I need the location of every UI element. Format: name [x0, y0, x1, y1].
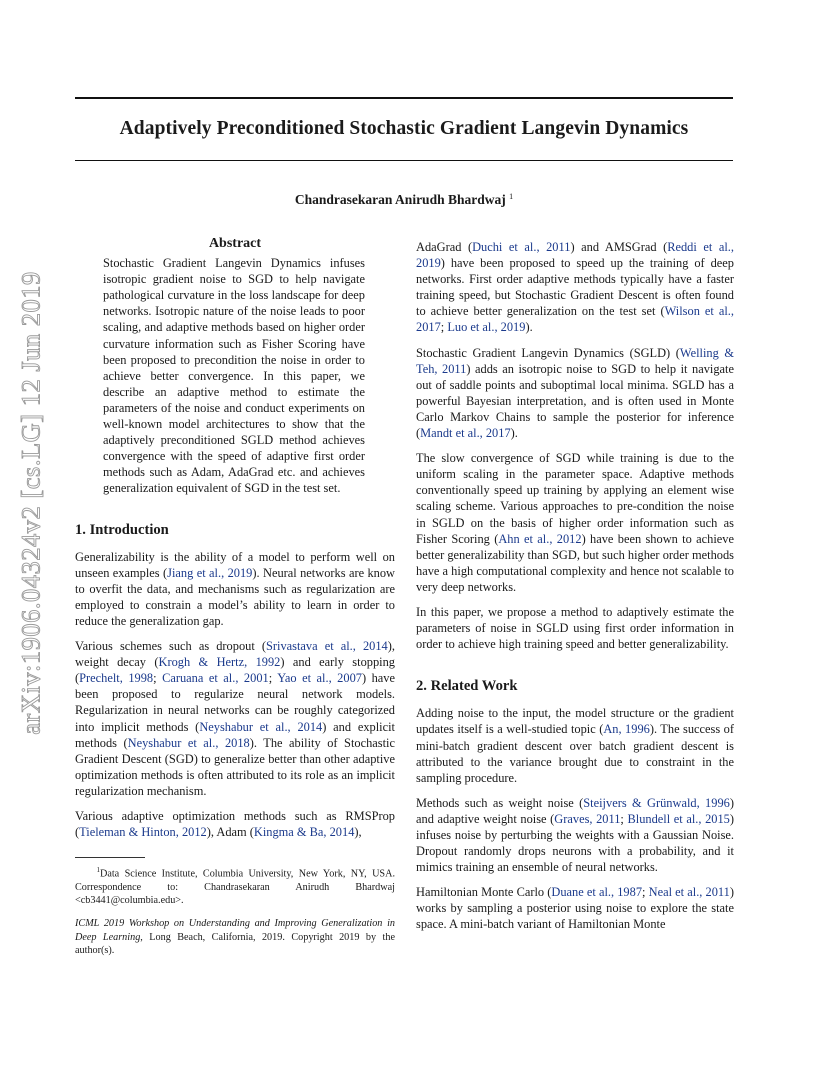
intro-paragraph-7: In this paper, we propose a method to adaptively estimate the parameters of noise in SGLD using first order information in order to achieve high training speed and better generalizability.: [416, 604, 734, 652]
related-work-heading: 2. Related Work: [416, 678, 518, 695]
footnote-separator: [75, 857, 145, 858]
intro-paragraph-4: AdaGrad (Duchi et al., 2011) and AMSGrad (Reddi et al., 2019) have been proposed to speed up the training of deep networks. First order adaptive methods typically have a faster training speed, but Stochastic Gradient Descent is often found to achieve better generalization on the test set (Wilson et al., 2017; Luo et al., 2019).: [416, 240, 734, 335]
intro-paragraph-6: The slow convergence of SGD while training is due to the uniform scaling in the parameter space. Adaptive methods conventionally speed up training by applying an element wise scaling scheme. Various approaches to pre-condition the noise in SGLD on the basis of higher order information such as Fisher Scoring (Ahn et al., 2012) have been shown to achieve better generalizability than SGD, but such higher order methods have a high computational complexity and hence not scalable to very deep networks.: [416, 451, 734, 594]
citation-link[interactable]: Luo et al., 2019: [447, 320, 526, 335]
citation-link[interactable]: Kingma & Ba, 2014: [253, 825, 355, 840]
arxiv-watermark: [15, 263, 46, 743]
citation-link[interactable]: Ahn et al., 2012: [498, 531, 582, 546]
citation-link[interactable]: Reddi et al., 2019: [416, 240, 734, 271]
citation-link[interactable]: Mandt et al., 2017: [420, 426, 511, 441]
citation-link[interactable]: Blundell et al., 2015: [627, 811, 730, 826]
arxiv-id: arXiv:1906.04324v2 [cs.LG] 12 Jun 2019: [15, 271, 46, 735]
related-paragraph-3: Hamiltonian Monte Carlo (Duane et al., 1987; Neal et al., 2011) works by sampling a posterior using noise to explore the state space. A mini-batch variant of Hamiltonian Monte: [416, 885, 734, 932]
intro-heading: 1. Introduction: [75, 521, 169, 538]
citation-link[interactable]: Neyshabur et al., 2014: [199, 719, 323, 734]
intro-paragraph-1: Generalizability is the ability of a model to perform well on unseen examples (Jiang et al., 2019). Neural networks are know to overfit the data, and mechanisms such as regularization are employed to constrain a model’s ability to learn in order to reduce the generalization gap.: [75, 549, 395, 628]
intro-paragraph-5: Stochastic Gradient Langevin Dynamics (SGLD) (Welling & Teh, 2011) adds an isotropic noise to SGD to help it navigate out of saddle points and suboptimal local minima. SGLD has a powerful Bayesian interpretation, and is often used in Monte Carlo Markov Chains to sample the posterior for inference (Mandt et al., 2017).: [416, 345, 734, 441]
citation-link[interactable]: Wilson et al., 2017: [416, 304, 734, 335]
citation-link[interactable]: An, 1996: [603, 722, 650, 737]
left-column: [75, 236, 395, 957]
footnote-affiliation: $^1$Data Science Institute, Columbia University, New York, NY, USA. Correspondence to: Chandrasekaran Anirudh Bhardwaj <cb3441@columbia.edu>.: [75, 866, 395, 907]
paper-title: Adaptively Preconditioned Stochastic Gradient Langevin Dynamics: [119, 118, 689, 139]
right-column: [416, 239, 734, 942]
author-name: Chandrasekaran Anirudh Bhardwaj: [294, 192, 506, 207]
abstract-heading: Abstract: [208, 236, 262, 251]
related-paragraph-1: Adding noise to the input, the model structure or the gradient updates itself is a well-studied topic (An, 1996). The success of mini-batch gradient descent over batch gradient descent is attributed to the variance brought due to constraint in the sampling procedure.: [416, 706, 734, 785]
abstract-text: Stochastic Gradient Langevin Dynamics infuses isotropic gradient noise to SGD to help navigate pathological curvature in the loss landscape for deep networks. Isotropic nature of the noise leads to poor scaling, and adaptive methods based on higher order curvature information such as Fisher Scoring have been proposed to precondition the noise in order to achieve better convergence. In this paper, we describe an adaptive method to estimate the parameters of the noise and conduct experiments on well-known model architectures to show that the adaptively preconditioned SGLD method achieves convergence with the speed of adaptive first order methods such as Adam, AdaGrad etc. and achieves generalization equivalent of SGD in the test set.: [103, 256, 365, 496]
citation-link[interactable]: Prechelt, 1998: [79, 671, 154, 686]
citation-link[interactable]: Yao et al., 2007: [277, 671, 362, 686]
title-rule-bottom: [75, 160, 733, 161]
footnote-mark: 1: [96, 866, 100, 875]
footnote-workshop: ICML 2019 Workshop on Understanding and Improving Generalization in Deep Learning, Long Beach, California, 2019. Copyright 2019 by the author(s).: [75, 918, 395, 957]
citation-link[interactable]: Krogh & Hertz, 1992: [158, 655, 281, 670]
citation-link[interactable]: Jiang et al., 2019: [167, 565, 253, 580]
citation-link[interactable]: Tieleman & Hinton, 2012: [79, 825, 207, 840]
citation-link[interactable]: Srivastava et al., 2014: [266, 639, 388, 654]
title-rule-top: [75, 97, 733, 99]
intro-paragraph-2: Various schemes such as dropout (Srivastava et al., 2014), weight decay (Krogh & Hertz, 1992) and early stopping (Prechelt, 1998; Caruana et al., 2001; Yao et al., 2007) have been proposed to regularize neural network models. Regularization in neural networks can be roughly categorized into implicit methods (Neyshabur et al., 2014) and explicit methods (Neyshabur et al., 2018). The ability of Stochastic Gradient Descent (SGD) to generalize better than other adaptive optimization methods is often attributed to its role as an implicit regularization mechanism.: [75, 639, 395, 798]
citation-link[interactable]: Neal et al., 2011: [648, 885, 730, 900]
related-paragraph-2: Methods such as weight noise (Steijvers & Grünwald, 1996) and adaptive weight noise (Graves, 2011; Blundell et al., 2015) infuses noise by perturbing the weights with a Gaussian Noise. Dropout randomly drops neurons with a probability, and it mimics training an ensemble of neural networks.: [416, 795, 734, 875]
author-footnote-mark: 1: [509, 192, 514, 201]
intro-paragraph-3: Various adaptive optimization methods such as RMSProp (Tieleman & Hinton, 2012), Adam (Kingma & Ba, 2014),: [75, 809, 395, 840]
citation-link[interactable]: Caruana et al., 2001: [162, 671, 269, 686]
citation-link[interactable]: Neyshabur et al., 2018: [127, 735, 250, 750]
author-line: [75, 192, 733, 208]
citation-link[interactable]: Welling & Teh, 2011: [416, 345, 734, 376]
citation-link[interactable]: Duchi et al., 2011: [472, 240, 571, 254]
citation-link[interactable]: Duane et al., 1987: [551, 885, 643, 900]
citation-link[interactable]: Graves, 2011: [554, 811, 621, 826]
citation-link[interactable]: Steijvers & Grünwald, 1996: [583, 795, 730, 810]
